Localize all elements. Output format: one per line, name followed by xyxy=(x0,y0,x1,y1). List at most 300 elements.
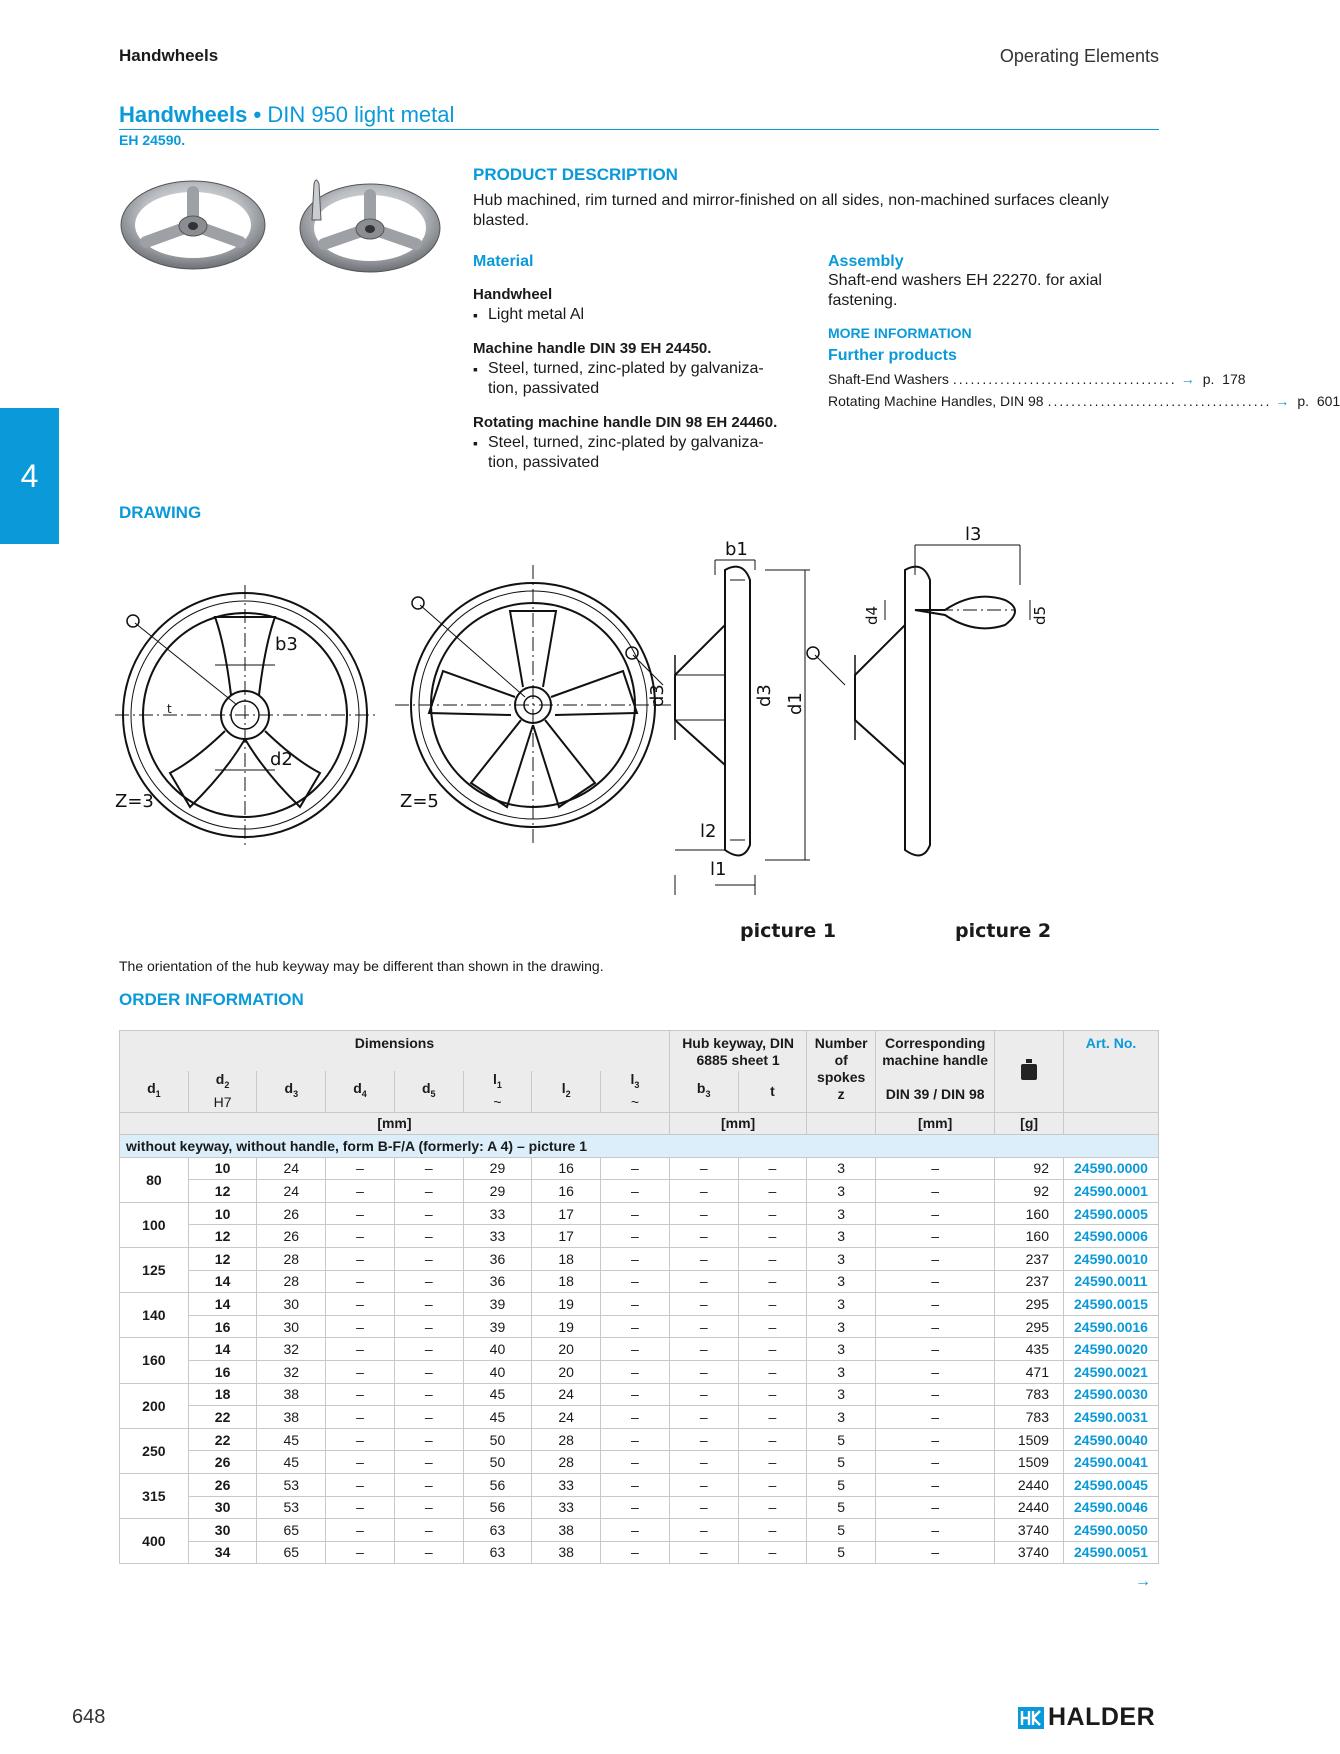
assembly-section xyxy=(828,253,1340,409)
cell-d3: 65 xyxy=(257,1541,326,1564)
label-z3: Z=3 xyxy=(115,791,154,812)
cell-handle: – xyxy=(876,1519,995,1542)
cell-d5: – xyxy=(394,1270,463,1293)
cell-l1: 56 xyxy=(463,1496,532,1519)
cell-d3: 32 xyxy=(257,1338,326,1361)
reference-link[interactable] xyxy=(828,371,1246,387)
cell-d4: – xyxy=(326,1270,395,1293)
cell-art-no[interactable]: 24590.0050 xyxy=(1063,1519,1158,1542)
cell-art-no[interactable]: 24590.0016 xyxy=(1063,1315,1158,1338)
order-table-head xyxy=(120,1031,1159,1135)
cell-l3: – xyxy=(601,1180,670,1203)
table-row xyxy=(120,1473,1159,1496)
cell-spokes: 3 xyxy=(807,1293,876,1316)
label-d2: d2 xyxy=(270,749,293,770)
cell-l2: 20 xyxy=(532,1338,601,1361)
cell-b3: – xyxy=(669,1293,738,1316)
page-title xyxy=(119,102,454,128)
col-sub: 2 xyxy=(565,1088,571,1099)
cell-l2: 24 xyxy=(532,1406,601,1429)
cell-d4: – xyxy=(326,1406,395,1429)
cell-l3: – xyxy=(601,1338,670,1361)
col-d3 xyxy=(257,1071,326,1113)
cell-l2: 18 xyxy=(532,1247,601,1270)
cell-d1: 200 xyxy=(120,1383,189,1428)
cell-d3: 26 xyxy=(257,1225,326,1248)
further-products-heading: Further products xyxy=(828,347,957,364)
cell-d4: – xyxy=(326,1519,395,1542)
cell-handle: – xyxy=(876,1270,995,1293)
cell-d2: 18 xyxy=(188,1383,257,1406)
col-sub: 5 xyxy=(430,1088,436,1099)
cell-b3: – xyxy=(669,1247,738,1270)
cell-l3: – xyxy=(601,1496,670,1519)
label-d4: d4 xyxy=(863,605,881,625)
cell-d1: 160 xyxy=(120,1338,189,1383)
cell-l3: – xyxy=(601,1541,670,1564)
cell-t: – xyxy=(738,1496,807,1519)
cell-art-no[interactable]: 24590.0051 xyxy=(1063,1541,1158,1564)
cell-l1: 39 xyxy=(463,1315,532,1338)
cell-art-no[interactable]: 24590.0041 xyxy=(1063,1451,1158,1474)
product-description xyxy=(473,165,1153,231)
col-l2 xyxy=(532,1071,601,1113)
cell-l1: 56 xyxy=(463,1473,532,1496)
cell-d5: – xyxy=(394,1157,463,1180)
cell-d5: – xyxy=(394,1541,463,1564)
table-row xyxy=(120,1338,1159,1361)
cell-art-no[interactable]: 24590.0015 xyxy=(1063,1293,1158,1316)
label-d5: d5 xyxy=(1031,605,1049,625)
cell-weight: 3740 xyxy=(995,1519,1064,1542)
cell-t: – xyxy=(738,1383,807,1406)
drawing-note: The orientation of the hub keyway may be different than shown in the drawing. xyxy=(119,958,604,974)
cell-handle: – xyxy=(876,1180,995,1203)
col-letter: b xyxy=(696,1079,706,1096)
cell-weight: 92 xyxy=(995,1157,1064,1180)
cell-b3: – xyxy=(669,1496,738,1519)
table-row xyxy=(120,1315,1159,1338)
cell-l2: 33 xyxy=(532,1473,601,1496)
cell-handle: – xyxy=(876,1383,995,1406)
cell-t: – xyxy=(738,1293,807,1316)
cell-t: – xyxy=(738,1519,807,1542)
cell-l2: 28 xyxy=(532,1451,601,1474)
cell-l3: – xyxy=(601,1428,670,1451)
unit-mm: [mm] xyxy=(120,1113,670,1135)
cell-weight: 237 xyxy=(995,1270,1064,1293)
table-row xyxy=(120,1180,1159,1203)
cell-b3: – xyxy=(669,1157,738,1180)
cell-d2: 14 xyxy=(188,1293,257,1316)
col-d2 xyxy=(188,1071,257,1113)
cell-l2: 16 xyxy=(532,1180,601,1203)
cell-d2: 16 xyxy=(188,1360,257,1383)
cell-handle: – xyxy=(876,1541,995,1564)
cell-weight: 237 xyxy=(995,1247,1064,1270)
cell-l2: 19 xyxy=(532,1315,601,1338)
cell-d1: 125 xyxy=(120,1247,189,1292)
label-t: t xyxy=(167,702,172,716)
col-sub: 3 xyxy=(293,1088,299,1099)
label-b1: b1 xyxy=(725,539,748,560)
halder-logo-icon xyxy=(1018,1707,1044,1729)
arrow-right-icon: → xyxy=(1180,371,1195,387)
cell-l1: 63 xyxy=(463,1541,532,1564)
table-row xyxy=(120,1451,1159,1474)
cell-spokes: 5 xyxy=(807,1519,876,1542)
col-t: t xyxy=(738,1071,807,1113)
cell-d2: 30 xyxy=(188,1519,257,1542)
cell-handle: – xyxy=(876,1293,995,1316)
cell-d4: – xyxy=(326,1451,395,1474)
col-approx: ~ xyxy=(493,1094,502,1111)
col-l1 xyxy=(463,1071,532,1113)
cell-d2: 34 xyxy=(188,1541,257,1564)
cell-spokes: 3 xyxy=(807,1247,876,1270)
table-row xyxy=(120,1360,1159,1383)
unit-blank xyxy=(807,1113,876,1135)
section-picture-2 xyxy=(807,545,1030,855)
col-d5 xyxy=(394,1071,463,1113)
col-sub: 3 xyxy=(634,1080,640,1091)
chapter-tab: 4 xyxy=(0,408,59,544)
table-row xyxy=(120,1293,1159,1316)
weight-icon xyxy=(1020,1059,1038,1081)
picture-2-caption: picture 2 xyxy=(955,920,1052,942)
col-letter: d xyxy=(147,1079,156,1096)
cell-l3: – xyxy=(601,1202,670,1225)
unit-mm: [mm] xyxy=(876,1113,995,1135)
col-l3 xyxy=(601,1071,670,1113)
cell-spokes: 5 xyxy=(807,1473,876,1496)
cell-d4: – xyxy=(326,1360,395,1383)
cell-t: – xyxy=(738,1202,807,1225)
table-row xyxy=(120,1428,1159,1451)
cell-d2: 10 xyxy=(188,1202,257,1225)
cell-d4: – xyxy=(326,1157,395,1180)
cell-art-no[interactable]: 24590.0046 xyxy=(1063,1496,1158,1519)
col-d1 xyxy=(120,1071,189,1113)
cell-d5: – xyxy=(394,1428,463,1451)
cell-l1: 50 xyxy=(463,1428,532,1451)
cell-d1: 315 xyxy=(120,1473,189,1518)
cell-d3: 45 xyxy=(257,1451,326,1474)
cell-weight: 783 xyxy=(995,1406,1064,1429)
cell-weight: 160 xyxy=(995,1225,1064,1248)
cell-spokes: 3 xyxy=(807,1180,876,1203)
cell-b3: – xyxy=(669,1270,738,1293)
table-group-label: without keyway, without handle, form B-F/A (formerly: A 4) – picture 1 xyxy=(120,1135,1159,1158)
col-sub: 4 xyxy=(361,1088,367,1099)
cell-b3: – xyxy=(669,1202,738,1225)
cell-spokes: 3 xyxy=(807,1338,876,1361)
cell-weight: 295 xyxy=(995,1293,1064,1316)
cell-d4: – xyxy=(326,1315,395,1338)
col-letter: d xyxy=(421,1079,431,1096)
cell-l1: 36 xyxy=(463,1270,532,1293)
arrow-right-icon: → xyxy=(1275,393,1290,409)
cell-d5: – xyxy=(394,1383,463,1406)
unit-blank xyxy=(1063,1113,1158,1135)
cell-handle: – xyxy=(876,1157,995,1180)
cell-art-no[interactable]: 24590.0001 xyxy=(1063,1180,1158,1203)
cell-l2: 20 xyxy=(532,1360,601,1383)
label-b3: b3 xyxy=(275,634,298,655)
unit-g: [g] xyxy=(995,1113,1064,1135)
cell-d3: 24 xyxy=(257,1180,326,1203)
cell-d4: – xyxy=(326,1428,395,1451)
reference-link[interactable] xyxy=(828,393,1340,409)
cell-art-no[interactable]: 24590.0021 xyxy=(1063,1360,1158,1383)
header-spokes-z: z xyxy=(837,1086,845,1102)
cell-handle: – xyxy=(876,1496,995,1519)
cell-t: – xyxy=(738,1225,807,1248)
cell-art-no[interactable]: 24590.0031 xyxy=(1063,1406,1158,1429)
cell-d2: 12 xyxy=(188,1180,257,1203)
order-info-heading: ORDER INFORMATION xyxy=(119,990,304,1009)
cell-spokes: 3 xyxy=(807,1383,876,1406)
material-heading: Material xyxy=(473,253,534,270)
cell-weight: 1509 xyxy=(995,1428,1064,1451)
cell-art-no[interactable]: 24590.0011 xyxy=(1063,1270,1158,1293)
cell-d5: – xyxy=(394,1451,463,1474)
brand-logo xyxy=(1018,1703,1155,1732)
handwheel-with-handle-photo xyxy=(292,170,442,280)
cell-handle: – xyxy=(876,1451,995,1474)
cell-t: – xyxy=(738,1157,807,1180)
more-info-heading: MORE INFORMATION xyxy=(828,325,972,341)
cell-l2: 33 xyxy=(532,1496,601,1519)
cell-handle: – xyxy=(876,1315,995,1338)
col-sub: 2 xyxy=(224,1080,230,1091)
cell-weight: 2440 xyxy=(995,1496,1064,1519)
cell-l1: 45 xyxy=(463,1383,532,1406)
cell-b3: – xyxy=(669,1383,738,1406)
header-spokes-label: Number of spokes xyxy=(814,1035,868,1085)
cell-weight: 160 xyxy=(995,1202,1064,1225)
cell-l1: 29 xyxy=(463,1180,532,1203)
cell-l2: 38 xyxy=(532,1541,601,1564)
cell-l3: – xyxy=(601,1451,670,1474)
cell-b3: – xyxy=(669,1180,738,1203)
table-row xyxy=(120,1541,1159,1564)
cell-t: – xyxy=(738,1360,807,1383)
cell-art-no[interactable]: 24590.0045 xyxy=(1063,1473,1158,1496)
cell-handle: – xyxy=(876,1202,995,1225)
label-l2: l2 xyxy=(700,821,717,842)
cell-l2: 19 xyxy=(532,1293,601,1316)
cell-d2: 14 xyxy=(188,1338,257,1361)
order-table-body xyxy=(120,1135,1159,1564)
col-sub: 1 xyxy=(496,1080,502,1091)
wheel-z3-drawing xyxy=(115,585,375,845)
material-item-title: Machine handle DIN 39 EH 24450. xyxy=(473,340,712,357)
cell-l1: 40 xyxy=(463,1338,532,1361)
cell-d5: – xyxy=(394,1202,463,1225)
cell-l3: – xyxy=(601,1157,670,1180)
cell-d3: 28 xyxy=(257,1270,326,1293)
cell-d3: 53 xyxy=(257,1473,326,1496)
leader-dots: ...................................... xyxy=(1047,393,1272,409)
cell-art-no[interactable]: 24590.0030 xyxy=(1063,1383,1158,1406)
cell-l1: 63 xyxy=(463,1519,532,1542)
cell-d5: – xyxy=(394,1293,463,1316)
cell-handle: – xyxy=(876,1360,995,1383)
continue-arrow-icon[interactable]: → xyxy=(1135,1573,1151,1590)
product-description-text: Hub machined, rim turned and mirror-finished on all sides, non-machined surfaces cleanly blasted. xyxy=(473,192,1109,229)
table-row xyxy=(120,1157,1159,1180)
cell-spokes: 3 xyxy=(807,1157,876,1180)
cell-d3: 65 xyxy=(257,1519,326,1542)
cell-d4: – xyxy=(326,1496,395,1519)
cell-l1: 29 xyxy=(463,1157,532,1180)
cell-handle: – xyxy=(876,1338,995,1361)
cell-d4: – xyxy=(326,1383,395,1406)
cell-d2: 12 xyxy=(188,1225,257,1248)
cell-l3: – xyxy=(601,1315,670,1338)
cell-d2: 26 xyxy=(188,1473,257,1496)
cell-weight: 295 xyxy=(995,1315,1064,1338)
cell-spokes: 3 xyxy=(807,1225,876,1248)
cell-t: – xyxy=(738,1541,807,1564)
technical-drawing xyxy=(115,524,1075,945)
material-item-title: Handwheel xyxy=(473,286,553,303)
table-row xyxy=(120,1225,1159,1248)
material-section xyxy=(473,253,783,473)
cell-art-no[interactable]: 24590.0040 xyxy=(1063,1428,1158,1451)
cell-t: – xyxy=(738,1338,807,1361)
cell-d2: 10 xyxy=(188,1157,257,1180)
label-z5: Z=5 xyxy=(400,791,439,812)
cell-d2: 12 xyxy=(188,1247,257,1270)
cell-spokes: 5 xyxy=(807,1428,876,1451)
cell-d3: 30 xyxy=(257,1315,326,1338)
cell-spokes: 3 xyxy=(807,1315,876,1338)
cell-art-no[interactable]: 24590.0010 xyxy=(1063,1247,1158,1270)
cell-l2: 17 xyxy=(532,1225,601,1248)
cell-b3: – xyxy=(669,1406,738,1429)
cell-art-no[interactable]: 24590.0000 xyxy=(1063,1157,1158,1180)
cell-l2: 38 xyxy=(532,1519,601,1542)
cell-d5: – xyxy=(394,1496,463,1519)
cell-l3: – xyxy=(601,1293,670,1316)
cell-b3: – xyxy=(669,1428,738,1451)
picture-1-caption: picture 1 xyxy=(740,920,837,942)
cell-art-no[interactable]: 24590.0005 xyxy=(1063,1202,1158,1225)
header-dimensions: Dimensions xyxy=(120,1031,670,1071)
material-item-text: ▪ Steel, turned, zinc-plated by galvaniza-tion, passivated xyxy=(473,433,783,473)
cell-d1: 250 xyxy=(120,1428,189,1473)
cell-d5: – xyxy=(394,1225,463,1248)
cell-t: – xyxy=(738,1315,807,1338)
cell-d2: 14 xyxy=(188,1270,257,1293)
cell-l2: 24 xyxy=(532,1383,601,1406)
cell-weight: 471 xyxy=(995,1360,1064,1383)
reference-label: Shaft-End Washers xyxy=(828,371,949,387)
cell-d1: 80 xyxy=(120,1157,189,1202)
cell-d3: 38 xyxy=(257,1406,326,1429)
cell-d1: 400 xyxy=(120,1519,189,1564)
title-rule xyxy=(119,129,1159,130)
order-table xyxy=(119,1030,1159,1564)
cell-d2: 16 xyxy=(188,1315,257,1338)
reference-page-prefix: p. xyxy=(1202,371,1215,387)
reference-page: 601 xyxy=(1316,393,1340,409)
col-b3 xyxy=(669,1071,738,1113)
col-d2-tolerance: H7 xyxy=(213,1094,232,1111)
cell-spokes: 5 xyxy=(807,1541,876,1564)
cell-l3: – xyxy=(601,1225,670,1248)
col-letter: d xyxy=(284,1079,294,1096)
cell-l3: – xyxy=(601,1473,670,1496)
cell-d2: 26 xyxy=(188,1451,257,1474)
cell-l3: – xyxy=(601,1519,670,1542)
cell-l1: 45 xyxy=(463,1406,532,1429)
material-item-title: Rotating machine handle DIN 98 EH 24460. xyxy=(473,414,778,431)
cell-d5: – xyxy=(394,1519,463,1542)
cell-l1: 36 xyxy=(463,1247,532,1270)
header-weight xyxy=(995,1031,1064,1113)
cell-t: – xyxy=(738,1247,807,1270)
cell-b3: – xyxy=(669,1541,738,1564)
header-handle xyxy=(876,1031,995,1113)
cell-t: – xyxy=(738,1270,807,1293)
cell-l3: – xyxy=(601,1383,670,1406)
cell-weight: 2440 xyxy=(995,1473,1064,1496)
col-letter: l xyxy=(561,1079,566,1096)
cell-t: – xyxy=(738,1473,807,1496)
cell-weight: 92 xyxy=(995,1180,1064,1203)
cell-d3: 38 xyxy=(257,1383,326,1406)
cell-t: – xyxy=(738,1428,807,1451)
cell-d5: – xyxy=(394,1473,463,1496)
cell-l2: 28 xyxy=(532,1428,601,1451)
cell-d3: 53 xyxy=(257,1496,326,1519)
col-letter: l xyxy=(630,1071,635,1088)
cell-spokes: 3 xyxy=(807,1406,876,1429)
product-code: EH 24590. xyxy=(119,132,186,148)
unit-mm: [mm] xyxy=(669,1113,806,1135)
page-number: 648 xyxy=(72,1706,106,1728)
cell-l3: – xyxy=(601,1270,670,1293)
table-row xyxy=(120,1383,1159,1406)
cell-art-no[interactable]: 24590.0006 xyxy=(1063,1225,1158,1248)
cell-handle: – xyxy=(876,1225,995,1248)
label-d3: d3 xyxy=(647,684,668,707)
cell-d5: – xyxy=(394,1247,463,1270)
cell-d3: 45 xyxy=(257,1428,326,1451)
cell-spokes: 3 xyxy=(807,1270,876,1293)
cell-d5: – xyxy=(394,1180,463,1203)
cell-d2: 30 xyxy=(188,1496,257,1519)
product-description-heading: PRODUCT DESCRIPTION xyxy=(473,165,678,184)
header-handle-std: DIN 39 / DIN 98 xyxy=(885,1086,985,1102)
cell-weight: 3740 xyxy=(995,1541,1064,1564)
cell-b3: – xyxy=(669,1338,738,1361)
col-d4 xyxy=(326,1071,395,1113)
reference-label: Rotating Machine Handles, DIN 98 xyxy=(828,393,1044,409)
cell-weight: 783 xyxy=(995,1383,1064,1406)
cell-l2: 17 xyxy=(532,1202,601,1225)
cell-art-no[interactable]: 24590.0020 xyxy=(1063,1338,1158,1361)
cell-l3: – xyxy=(601,1360,670,1383)
handwheel-photo xyxy=(118,170,268,280)
cell-d4: – xyxy=(326,1180,395,1203)
cell-l1: 39 xyxy=(463,1293,532,1316)
cell-b3: – xyxy=(669,1225,738,1248)
cell-d5: – xyxy=(394,1315,463,1338)
